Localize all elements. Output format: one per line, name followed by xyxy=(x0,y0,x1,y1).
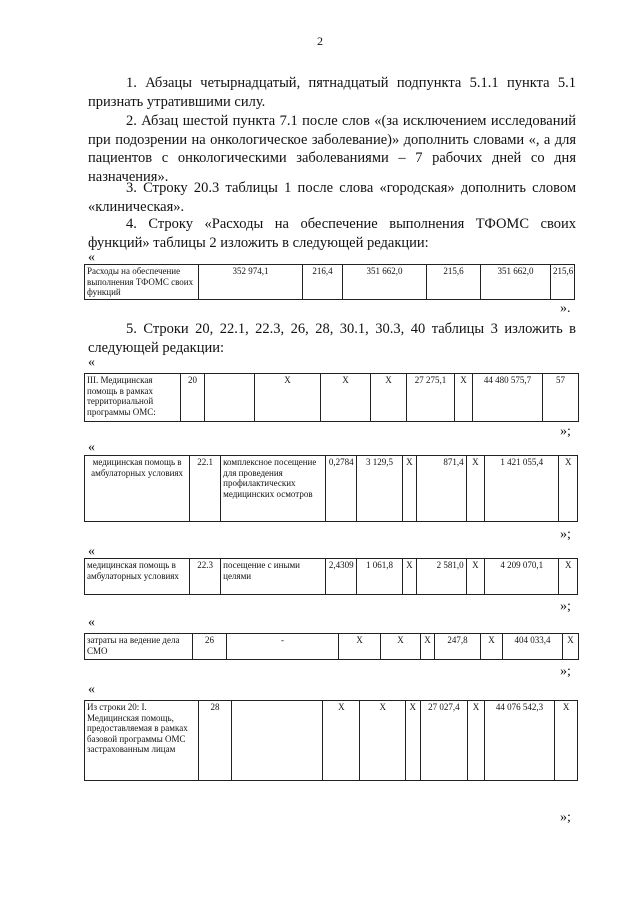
row-number: 22.1 xyxy=(190,456,221,522)
table-row xyxy=(85,374,579,422)
paragraph-3: 3. Строку 20.3 таблицы 1 после слова «городская» дополнить словом «клиническая». xyxy=(88,180,576,215)
row-unit: - xyxy=(227,634,339,660)
row-cell: 44 480 575,7 xyxy=(473,374,543,422)
table3-row-table xyxy=(84,373,579,422)
row-cell: X xyxy=(559,456,578,522)
row-cell: 3 129,5 xyxy=(357,456,402,522)
row-cell: X xyxy=(455,374,473,422)
quote-close: »; xyxy=(560,810,571,825)
quote-close: »; xyxy=(560,599,571,614)
paragraph-2: 2. Абзац шестой пункта 7.1 после слов «(за исключением исследований при подозрении на онкологическое заболевание)» дополнить словами «, а для пациентов с онкологическими заболеваниями – 7 рабочих дней со дня назначения». xyxy=(88,113,576,185)
row-cell: X xyxy=(402,456,416,522)
row-cell: X xyxy=(563,634,579,660)
table3-row-table xyxy=(84,700,578,781)
row-cell: X xyxy=(466,559,485,595)
tfoms-value: 215,6 xyxy=(551,265,575,300)
row-number: 20 xyxy=(181,374,205,422)
row-cell: 871,4 xyxy=(417,456,467,522)
row-name: затраты на ведение дела СМО xyxy=(85,634,193,660)
row-cell: X xyxy=(339,634,381,660)
row-cell: X xyxy=(360,701,406,781)
page-number: 2 xyxy=(317,34,323,48)
row-cell: X xyxy=(421,634,435,660)
quote-open: « xyxy=(88,440,95,455)
paragraph-1: 1. Абзацы четырнадцатый, пятнадцатый подпункта 5.1.1 пункта 5.1 признать утратившими силу. xyxy=(88,75,576,110)
tfoms-expenses-table xyxy=(84,264,575,300)
row-unit: посещение с иными целями xyxy=(221,559,326,595)
row-cell: 1 061,8 xyxy=(357,559,402,595)
quote-close: »; xyxy=(560,527,571,542)
quote-open: « xyxy=(88,682,95,697)
row-cell: X xyxy=(555,701,578,781)
row-cell: X xyxy=(406,701,421,781)
row-cell: 404 033,4 xyxy=(503,634,563,660)
table3-row-table xyxy=(84,455,578,522)
row-cell: X xyxy=(402,559,416,595)
tfoms-value: 216,4 xyxy=(303,265,343,300)
table3-row-table xyxy=(84,558,578,595)
table-row xyxy=(85,701,578,781)
row-cell: 1 421 055,4 xyxy=(485,456,559,522)
quote-close: ». xyxy=(560,301,571,316)
row-number: 26 xyxy=(193,634,227,660)
row-name: медицинская помощь в амбулаторных условиях xyxy=(85,559,190,595)
tfoms-label: Расходы на обеспечение выполнения ТФОМС своих функций xyxy=(85,265,199,300)
tfoms-value: 215,6 xyxy=(427,265,481,300)
table-row xyxy=(85,559,578,595)
row-cell: 27 027,4 xyxy=(420,701,468,781)
row-unit xyxy=(205,374,255,422)
table-row xyxy=(85,634,579,660)
row-name: медицинская помощь в амбулаторных условиях xyxy=(85,456,190,522)
row-cell: X xyxy=(481,634,503,660)
row-number: 28 xyxy=(198,701,231,781)
row-name: Из строки 20: I. Медицинская помощь, предоставляемая в рамках базовой программы ОМС застрахованным лицам xyxy=(85,701,199,781)
tfoms-value: 351 662,0 xyxy=(481,265,551,300)
row-cell: X xyxy=(323,701,360,781)
paragraph-4: 4. Строку «Расходы на обеспечение выполнения ТФОМС своих функций» таблицы 2 изложить в следующей редакции: xyxy=(88,216,576,251)
quote-open: « xyxy=(88,544,95,559)
row-cell: X xyxy=(371,374,407,422)
row-cell: 2 581,0 xyxy=(417,559,467,595)
quote-close: »; xyxy=(560,424,571,439)
row-cell: 2,4309 xyxy=(326,559,357,595)
table-row xyxy=(85,456,578,522)
paragraph-5: 5. Строки 20, 22.1, 22.3, 26, 28, 30.1, 30.3, 40 таблицы 3 изложить в следующей редакции: xyxy=(88,321,576,356)
row-cell: X xyxy=(559,559,578,595)
row-name: III. Медицинская помощь в рамках территориальной программы ОМС: xyxy=(85,374,181,422)
row-cell: 44 076 542,3 xyxy=(484,701,554,781)
quote-open: « xyxy=(88,355,95,370)
tfoms-value: 352 974,1 xyxy=(199,265,303,300)
table3-row-table xyxy=(84,633,579,660)
row-cell: 0,2784 xyxy=(326,456,357,522)
row-cell: X xyxy=(255,374,321,422)
tfoms-value: 351 662,0 xyxy=(343,265,427,300)
tfoms-row xyxy=(85,265,575,300)
row-cell: X xyxy=(321,374,371,422)
row-unit xyxy=(232,701,323,781)
row-number: 22.3 xyxy=(190,559,221,595)
row-cell: 4 209 070,1 xyxy=(485,559,559,595)
row-cell: 27 275,1 xyxy=(407,374,455,422)
row-cell: X xyxy=(466,456,485,522)
row-cell: 247,8 xyxy=(435,634,481,660)
row-cell: 57 xyxy=(543,374,579,422)
quote-open: « xyxy=(88,250,95,265)
quote-open: « xyxy=(88,615,95,630)
row-cell: X xyxy=(468,701,485,781)
row-cell: X xyxy=(381,634,421,660)
quote-close: »; xyxy=(560,664,571,679)
row-unit: комплексное посещение для проведения профилактических медицинских осмотров xyxy=(221,456,326,522)
